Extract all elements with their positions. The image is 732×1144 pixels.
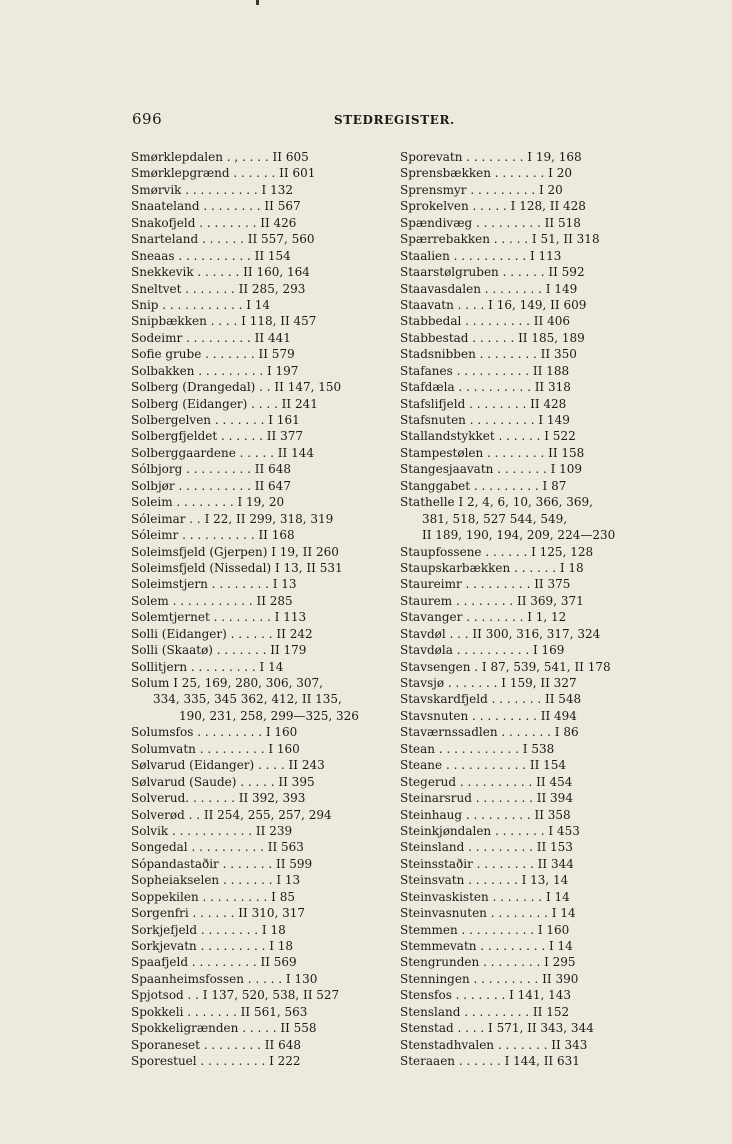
index-entry: Soleimsfjeld (Gjerpen) I 19, II 260 xyxy=(131,544,339,559)
index-entry: Sorgenfri . . . . . . II 310, 317 xyxy=(131,906,306,921)
index-entry: Sneaas . . . . . . . . . . II 154 xyxy=(131,248,291,263)
index-entry: Steinsland . . . . . . . . . II 153 xyxy=(400,840,573,855)
index-entry: Sølvarud (Eidanger) . . . . II 243 xyxy=(131,758,325,773)
index-entry: Solverud. . . . . . . II 392, 393 xyxy=(131,791,306,806)
index-entry: Smørklepgrænd . . . . . . II 601 xyxy=(131,166,316,181)
index-entry: Steinhaug . . . . . . . . . II 358 xyxy=(400,807,571,822)
index-entry: Snipbækken . . . . I 118, II 457 xyxy=(131,314,317,329)
index-entry: Stenstadhvalen . . . . . . . II 343 xyxy=(400,1037,588,1052)
left-index-column xyxy=(131,149,376,1070)
index-entry: Staavatn . . . . I 16, 149, II 609 xyxy=(400,297,587,312)
index-entry: 190, 231, 258, 299—325, 326 xyxy=(179,708,359,723)
index-entry: Sprokelven . . . . . I 128, II 428 xyxy=(400,199,586,214)
index-entry: Sóleimr . . . . . . . . . . II 168 xyxy=(131,528,295,543)
index-entry: II 189, 190, 194, 209, 224—230 xyxy=(422,528,616,543)
index-entry: Solemtjernet . . . . . . . . I 113 xyxy=(131,610,307,625)
index-entry: Sprensmyr . . . . . . . . . I 20 xyxy=(400,182,563,197)
index-entry: Spærrebakken . . . . . I 51, II 318 xyxy=(400,232,600,247)
index-entry: Steinvasnuten . . . . . . . . I 14 xyxy=(400,906,576,921)
index-entry: Solli (Eidanger) . . . . . . II 242 xyxy=(131,626,313,641)
index-entry: Sollitjern . . . . . . . . . I 14 xyxy=(131,659,284,674)
index-entry: Stadsnibben . . . . . . . . II 350 xyxy=(400,347,577,362)
index-entry: Staureimr . . . . . . . . . II 375 xyxy=(400,577,571,592)
index-entry: Steinarsrud . . . . . . . . II 394 xyxy=(400,791,573,806)
index-entry: Soppekilen . . . . . . . . . I 85 xyxy=(131,889,295,904)
index-entry: Snekkevik . . . . . . II 160, 164 xyxy=(131,265,310,280)
index-entry: Stabbestad . . . . . . II 185, 189 xyxy=(400,330,585,345)
index-entry: Spændivæg . . . . . . . . . II 518 xyxy=(400,215,581,230)
index-entry: Snarteland . . . . . . II 557, 560 xyxy=(131,232,315,247)
index-entry: Stengrunden . . . . . . . . I 295 xyxy=(400,955,576,970)
index-entry: Stensfos . . . . . . . I 141, 143 xyxy=(400,988,572,1003)
right-index-column xyxy=(400,149,651,1070)
index-entry: Stabbedal . . . . . . . . . II 406 xyxy=(400,314,571,329)
index-entry: Stavsengen . I 87, 539, 541, II 178 xyxy=(400,659,611,674)
index-entry: Solumvatn . . . . . . . . . I 160 xyxy=(131,741,300,756)
index-entry: Stavsjø . . . . . . . I 159, II 327 xyxy=(400,676,577,690)
index-entry: Staurem . . . . . . . . II 369, 371 xyxy=(400,593,584,608)
index-entry: Soleimsfjeld (Nissedal) I 13, II 531 xyxy=(131,560,343,575)
index-entry: Spaafjeld . . . . . . . . . II 569 xyxy=(131,955,297,970)
index-entry: Solberg (Drangedal) . . II 147, 150 xyxy=(131,380,342,395)
index-entry: Stemmen . . . . . . . . . . I 160 xyxy=(400,922,570,937)
index-entry: Spokkeligrænden . . . . . II 558 xyxy=(131,1021,317,1036)
index-entry: Staværnssadlen . . . . . . . I 86 xyxy=(400,725,579,740)
index-entry: Soleimstjern . . . . . . . . I 13 xyxy=(131,577,297,592)
index-entry: Steinkjøndalen . . . . . . . I 453 xyxy=(400,823,580,838)
index-entry: Stensland . . . . . . . . . II 152 xyxy=(400,1004,570,1019)
index-entry: Snakofjeld . . . . . . . . II 426 xyxy=(131,215,297,230)
index-entry: Staalien . . . . . . . . . . I 113 xyxy=(400,248,562,263)
index-entry: Snip . . . . . . . . . . . I 14 xyxy=(131,297,271,312)
index-entry: Stavsnuten . . . . . . . . . II 494 xyxy=(400,708,577,723)
index-entry: Stallandstykket . . . . . . I 522 xyxy=(400,429,576,444)
index-entry: Stean . . . . . . . . . . . I 538 xyxy=(400,741,555,756)
index-entry: Sofie grube . . . . . . . II 579 xyxy=(131,347,295,362)
index-entry: Stegerud . . . . . . . . . . II 454 xyxy=(400,774,573,789)
page-number: 696 xyxy=(132,110,163,128)
index-entry: Solum I 25, 169, 280, 306, 307, xyxy=(131,676,323,690)
index-entry: Sporestuel . . . . . . . . . I 222 xyxy=(131,1054,301,1069)
index-entry: Solbjør . . . . . . . . . . II 647 xyxy=(131,478,291,493)
index-entry: Solbergfjeldet . . . . . . II 377 xyxy=(131,429,303,444)
index-entry: Steinsvatn . . . . . . . I 13, 14 xyxy=(400,873,569,888)
index-entry: Stanggabet . . . . . . . . . I 87 xyxy=(400,478,567,493)
index-entry: Steinvaskisten . . . . . . . I 14 xyxy=(400,889,570,904)
index-entry: Sópandastaðir . . . . . . . II 599 xyxy=(131,856,313,871)
index-entry: Sóleimar . . I 22, II 299, 318, 319 xyxy=(131,511,334,526)
index-entry: Staavasdalen . . . . . . . . I 149 xyxy=(400,281,578,296)
index-entry: Solvik . . . . . . . . . . . II 239 xyxy=(131,823,293,838)
index-entry: Steinsstaðir . . . . . . . . II 344 xyxy=(400,856,574,871)
index-entry: Stavskardfjeld . . . . . . . II 548 xyxy=(400,692,582,707)
index-entry: Solli (Skaatø) . . . . . . . II 179 xyxy=(131,643,307,658)
index-entry: Songedal . . . . . . . . . . II 563 xyxy=(131,840,304,855)
index-entry: Spaanheimsfossen . . . . . I 130 xyxy=(131,971,318,986)
index-entry: Smørklepdalen . , . . . . II 605 xyxy=(131,150,309,164)
index-entry: Smørvik . . . . . . . . . . I 132 xyxy=(131,182,294,197)
index-entry: Staarstølgruben . . . . . . II 592 xyxy=(400,265,585,280)
index-entry: 381, 518, 527 544, 549, xyxy=(422,511,568,526)
index-entry: Stafanes . . . . . . . . . . II 188 xyxy=(400,363,570,378)
index-entry: Sopheiakselen . . . . . . . I 13 xyxy=(131,873,301,888)
index-entry: Spokkeli . . . . . . . II 561, 563 xyxy=(131,1004,308,1019)
index-entry: Steraaen . . . . . . I 144, II 631 xyxy=(400,1054,580,1069)
index-entry: Soleim . . . . . . . . I 19, 20 xyxy=(131,495,285,510)
index-entry: 334, 335, 345 362, 412, II 135, xyxy=(153,692,342,707)
index-entry: Stafdæla . . . . . . . . . . II 318 xyxy=(400,380,571,395)
index-entry: Spjotsod . . I 137, 520, 538, II 527 xyxy=(131,988,340,1003)
index-entry: Steane . . . . . . . . . . . II 154 xyxy=(400,758,567,773)
index-entry: Solbergelven . . . . . . . I 161 xyxy=(131,413,300,427)
index-entry: Solbakken . . . . . . . . . I 197 xyxy=(131,363,299,378)
index-entry: Stenningen . . . . . . . . . II 390 xyxy=(400,971,579,986)
index-entry: Stathelle I 2, 4, 6, 10, 366, 369, xyxy=(400,495,593,510)
index-entry: Stavdøl . . . II 300, 316, 317, 324 xyxy=(400,626,601,641)
index-entry: Stavdøla . . . . . . . . . . I 169 xyxy=(400,643,565,658)
index-entry: Sorkjefjeld . . . . . . . . I 18 xyxy=(131,922,286,937)
index-entry: Solem . . . . . . . . . . . II 285 xyxy=(131,593,293,608)
index-entry: Solverød . . II 254, 255, 257, 294 xyxy=(131,807,332,822)
index-entry: Sneltvet . . . . . . . II 285, 293 xyxy=(131,281,306,296)
index-entry: Staupskarbækken . . . . . . I 18 xyxy=(400,560,584,575)
index-entry: Stemmevatn . . . . . . . . . I 14 xyxy=(400,939,573,953)
index-entry: Sodeimr . . . . . . . . . II 441 xyxy=(131,330,291,345)
running-title: STEDREGISTER. xyxy=(334,113,455,127)
index-entry: Snaateland . . . . . . . . II 567 xyxy=(131,199,301,214)
print-mark xyxy=(256,0,259,5)
index-entry: Sprensbækken . . . . . . . I 20 xyxy=(400,166,573,181)
index-entry: Stangesjaavatn . . . . . . . I 109 xyxy=(400,462,583,477)
index-entry: Stafsnuten . . . . . . . . . I 149 xyxy=(400,413,570,427)
index-entry: Solumsfos . . . . . . . . . I 160 xyxy=(131,725,298,740)
index-entry: Staupfossene . . . . . . I 125, 128 xyxy=(400,544,594,559)
index-entry: Sporaneset . . . . . . . . II 648 xyxy=(131,1037,301,1052)
index-entry: Stampestølen . . . . . . . . II 158 xyxy=(400,445,585,460)
index-entry: Sorkjevatn . . . . . . . . . I 18 xyxy=(131,939,294,953)
index-entry: Sporevatn . . . . . . . . I 19, 168 xyxy=(400,150,582,164)
index-entry: Stenstad . . . . I 571, II 343, 344 xyxy=(400,1021,594,1036)
index-entry: Stafslifjeld . . . . . . . . II 428 xyxy=(400,396,567,411)
index-entry: Solberg (Eidanger) . . . . II 241 xyxy=(131,396,318,411)
index-entry: Stavanger . . . . . . . . I 1, 12 xyxy=(400,610,567,625)
index-entry: Solberggaardene . . . . . II 144 xyxy=(131,445,314,460)
index-entry: Sølvarud (Saude) . . . . . II 395 xyxy=(131,774,315,789)
index-entry: Sólbjorg . . . . . . . . . II 648 xyxy=(131,462,292,477)
